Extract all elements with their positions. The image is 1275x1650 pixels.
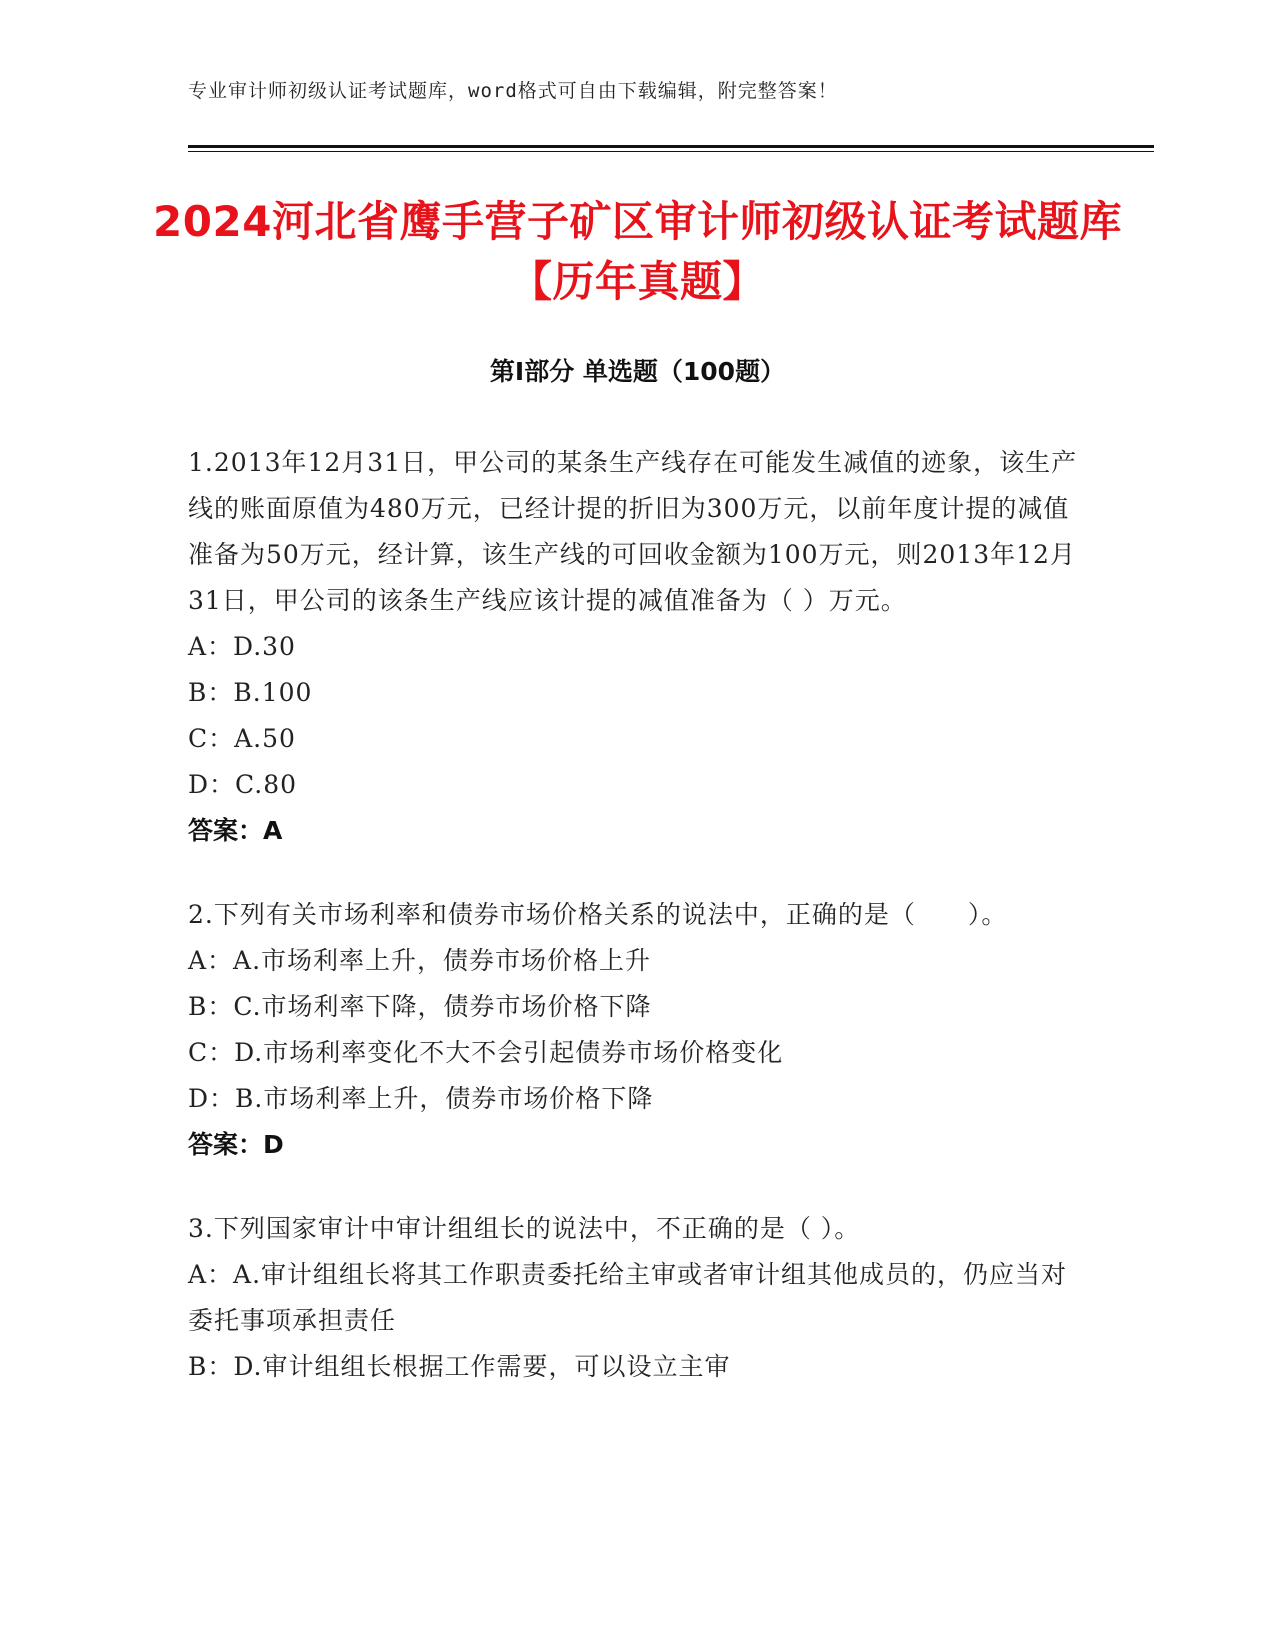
answer-line: 答案：D — [188, 1130, 284, 1159]
option-a: A：D.30 — [188, 632, 296, 661]
option-d: D：C.80 — [188, 770, 298, 799]
document-title: 2024河北省鹰手营子矿区审计师初级认证考试题库【历年真题】 — [153, 197, 1122, 306]
option-c: C：D.市场利率变化不大不会引起债券市场价格变化 — [188, 1038, 784, 1067]
option-a: A：A.审计组组长将其工作职责委托给主审或者审计组其他成员的，仍应当对委托事项承担责任 — [188, 1260, 1068, 1335]
header-divider-thick — [188, 145, 1154, 148]
header-note: 专业审计师初级认证考试题库，word格式可自由下载编辑，附完整答案！ — [188, 80, 838, 102]
question-1 — [188, 440, 1078, 854]
section-title: 第I部分 单选题（100题） — [489, 357, 786, 386]
question-stem: 1.2013年12月31日，甲公司的某条生产线存在可能发生减值的迹象，该生产线的账面原值为480万元，已经计提的折旧为300万元，以前年度计提的减值准备为50万元，经计算，该生产线的可回收金额为100万元，则2013年12月31日，甲公司的该条生产线应该计提的减值准备为（ ）万元。 — [188, 448, 1078, 615]
option-b: B：C.市场利率下降，债券市场价格下降 — [188, 992, 652, 1021]
question-stem: 3.下列国家审计中审计组组长的说法中，不正确的是（ ）。 — [188, 1214, 861, 1243]
answer-line: 答案：A — [188, 816, 283, 845]
option-b: B：D.审计组组长根据工作需要，可以设立主审 — [188, 1352, 731, 1381]
option-d: D：B.市场利率上升，债券市场价格下降 — [188, 1084, 654, 1113]
header-divider-thin — [188, 151, 1154, 152]
question-stem: 2.下列有关市场利率和债券市场价格关系的说法中，正确的是（ ）。 — [188, 900, 1008, 929]
option-b: B：B.100 — [188, 678, 313, 707]
question-3 — [188, 1206, 1078, 1390]
option-c: C：A.50 — [188, 724, 296, 753]
option-a: A：A.市场利率上升，债券市场价格上升 — [188, 946, 652, 975]
question-2 — [188, 892, 1078, 1168]
question-list — [188, 440, 1078, 1428]
